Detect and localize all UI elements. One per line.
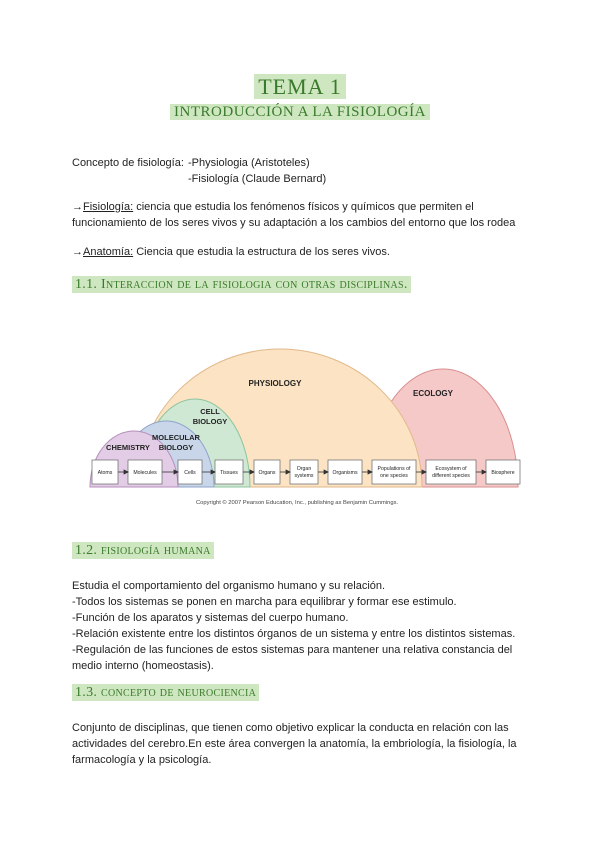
concepto-label: Concepto de fisiología:: [72, 157, 184, 169]
fisiologia-definition: →Fisiología: ciencia que estudia los fenómenos físicos y químicos que permiten el: [72, 201, 474, 213]
atoms-label: Atoms: [97, 470, 113, 476]
anatomia-term: Anatomía:: [83, 246, 134, 258]
physiology-label: PHYSIOLOGY: [248, 379, 302, 388]
section-2-body: [72, 578, 515, 674]
arrow-icon: →: [72, 246, 83, 258]
section-3-line: Conjunto de disciplinas, que tienen como objetivo explicar la conducta en relación con las: [72, 722, 509, 734]
section-3-heading: 1.3. concepto de neurociencia: [72, 685, 259, 701]
cell-biology-label-2: BIOLOGY: [192, 417, 228, 426]
section-2-line: Estudia el comportamiento del organismo humano y su relación.: [72, 580, 386, 592]
section-2-line: -Regulación de las funciones de estos sistemas para mantener una relativa constancia del: [72, 644, 513, 656]
populations-label-1: Populations of: [377, 466, 411, 472]
section-2-line: -Función de los aparatos y sistemas del cuerpo humano.: [72, 612, 349, 624]
populations-label-2: one species: [380, 473, 408, 479]
cells-label: Cells: [184, 470, 196, 476]
fisiologia-term: Fisiología:: [83, 201, 134, 213]
diagram-copyright: Copyright © 2007 Pearson Education, Inc., publishing as Benjamin Cummings.: [196, 500, 399, 506]
molecular-biology-label-2: BIOLOGY: [158, 443, 194, 452]
populations-box: [372, 460, 416, 484]
fisiologia-definition-line-2: funcionamiento de los seres vivos y su adaptación a los cambios del entorno que los rodea: [72, 217, 516, 229]
cell-biology-label-1: CELL: [200, 407, 220, 416]
tissues-label: Tissues: [220, 470, 238, 476]
biosphere-label: Biosphere: [491, 470, 515, 476]
section-1-heading: 1.1. Interaccion de la fisiologia con otras disciplinas.: [72, 277, 411, 293]
section-3-line: actividades del cerebro.En este área convergen la anatomía, la embriología, la fisiología, la: [72, 738, 517, 750]
ecosystem-label-1: Ecosystem of: [435, 466, 467, 472]
page-subtitle: INTRODUCCIÓN A LA FISIOLOGÍA: [0, 104, 600, 121]
molecular-biology-label-1: MOLECULAR: [152, 433, 200, 442]
organ-systems-label-1: Organ: [296, 466, 312, 472]
section-3-body: [72, 720, 517, 768]
section-2-line: -Todos los sistemas se ponen en marcha para equilibrar y formar ese estimulo.: [72, 596, 457, 608]
disciplines-diagram: [88, 322, 528, 512]
chemistry-label: CHEMISTRY: [106, 443, 150, 452]
organ-systems-box: [290, 460, 318, 484]
anatomia-definition: →Anatomía: Ciencia que estudia la estructura de los seres vivos.: [72, 246, 390, 258]
molecules-label: Molecules: [133, 470, 157, 476]
organs-label: Organs: [258, 470, 276, 476]
section-2-line: -Relación existente entre los distintos órganos de un sistema y entre los distintos sistemas.: [72, 628, 516, 640]
concepto-line-2: -Fisiología (Claude Bernard): [188, 173, 327, 185]
ecology-label: ECOLOGY: [412, 389, 454, 398]
section-2-heading: 1.2. fisiología humana: [72, 543, 214, 559]
page-title: TEMA 1: [0, 74, 600, 100]
arrow-icon: →: [72, 201, 83, 213]
organisms-label: Organisms: [332, 470, 358, 476]
section-2-line: medio interno (homeostasis).: [72, 660, 214, 672]
section-3-line: farmacología y la psicología.: [72, 754, 212, 766]
ecosystem-label-2: different species: [432, 473, 470, 479]
concepto-line-1: -Physiologia (Aristoteles): [188, 157, 310, 169]
ecosystem-box: [426, 460, 476, 484]
organ-systems-label-2: systems: [294, 473, 314, 479]
